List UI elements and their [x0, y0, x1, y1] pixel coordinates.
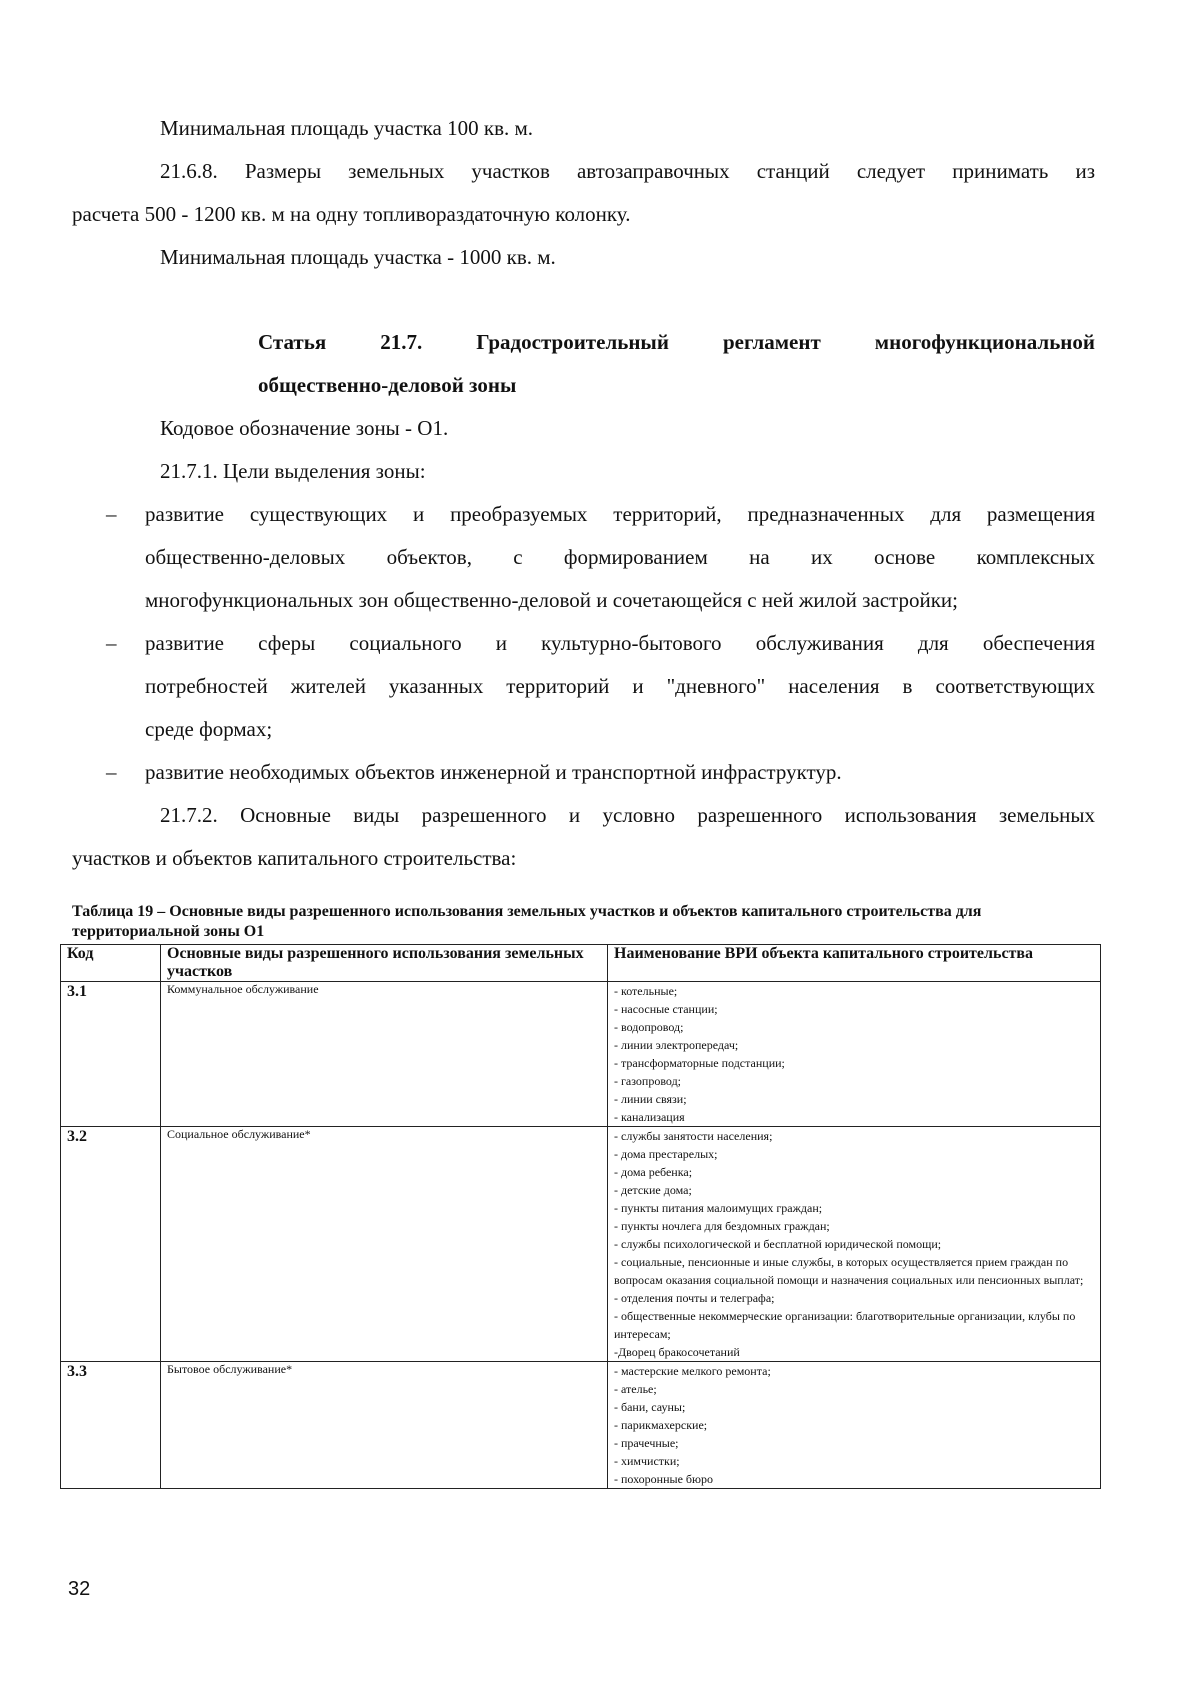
bullet-2-line2: потребностей жителей указанных территорий и "дневного" населения в соответствующих: [145, 674, 1095, 698]
object-item: - детские дома;: [614, 1183, 692, 1197]
row-code: 3.2: [61, 1127, 161, 1362]
bullet-1-line1: развитие существующих и преобразуемых территорий, предназначенных для размещения: [145, 502, 1095, 526]
article-heading-line1: Статья 21.7. Градостроительный регламент многофункциональной: [258, 330, 1095, 354]
bullet-3-line1: развитие необходимых объектов инженерной и транспортной инфраструктур.: [145, 760, 842, 784]
bullet-1-line3: многофункциональных зон общественно-деловой и сочетающейся с ней жилой застройки;: [145, 588, 958, 612]
object-item: - дома ребенка;: [614, 1165, 693, 1179]
paragraph-min-area-100: Минимальная площадь участка 100 кв. м.: [160, 116, 534, 140]
page-number: 32: [68, 1578, 91, 1600]
object-item: - трансформаторные подстанции;: [614, 1056, 785, 1070]
header-kind: Основные виды разрешенного использования земельных участков: [161, 945, 608, 982]
object-item: - похоронные бюро: [614, 1472, 713, 1486]
table-header-row: [61, 945, 1101, 982]
object-item: - пункты питания малоимущих граждан;: [614, 1201, 823, 1215]
object-item: - котельные;: [614, 984, 678, 998]
object-item: - водопровод;: [614, 1020, 684, 1034]
list-dash-2: –: [106, 631, 117, 655]
bullet-2-line3: среде формах;: [145, 717, 273, 741]
row-kind: Бытовое обслуживание*: [161, 1362, 608, 1489]
object-item: - службы занятости населения;: [614, 1129, 773, 1143]
table-row: [61, 1362, 1101, 1489]
object-item: - мастерские мелкого ремонта;: [614, 1364, 771, 1378]
bullet-2-line1: развитие сферы социального и культурно-бытового обслуживания для обеспечения: [145, 631, 1095, 655]
permitted-use-table: [60, 944, 1101, 1489]
object-item: - насосные станции;: [614, 1002, 718, 1016]
paragraph-2172-line1: 21.7.2. Основные виды разрешенного и условно разрешенного использования земельных: [160, 803, 1095, 827]
object-item: - общественные некоммерческие организации: благотворительные организации, клубы по интересам;: [614, 1309, 1076, 1341]
object-item: - канализация: [614, 1110, 685, 1124]
list-dash-3: –: [106, 760, 117, 784]
object-item: - парикмахерские;: [614, 1418, 708, 1432]
article-heading-line2: общественно-деловой зоны: [258, 373, 517, 397]
object-item: - ателье;: [614, 1382, 657, 1396]
object-item: - линии электропередач;: [614, 1038, 739, 1052]
paragraph-zone-code: Кодовое обозначение зоны - О1.: [160, 416, 449, 440]
row-code: 3.1: [61, 982, 161, 1127]
object-item: - газопровод;: [614, 1074, 682, 1088]
row-code: 3.3: [61, 1362, 161, 1489]
row-objects: [608, 1127, 1101, 1362]
table-row: [61, 1127, 1101, 1362]
object-item: - пункты ночлега для бездомных граждан;: [614, 1219, 830, 1233]
row-objects: [608, 1362, 1101, 1489]
object-item: - бани, сауны;: [614, 1400, 686, 1414]
list-dash-1: –: [106, 502, 117, 526]
paragraph-2168-line2: расчета 500 - 1200 кв. м на одну топливораздаточную колонку.: [72, 202, 631, 226]
paragraph-2172-line2: участков и объектов капитального строительства:: [72, 846, 517, 870]
row-kind: Коммунальное обслуживание: [161, 982, 608, 1127]
object-item: - химчистки;: [614, 1454, 680, 1468]
object-item: - дома престарелых;: [614, 1147, 718, 1161]
header-code: Код: [61, 945, 161, 982]
object-item: -Дворец бракосочетаний: [614, 1345, 740, 1359]
paragraph-min-area-1000: Минимальная площадь участка - 1000 кв. м.: [160, 245, 556, 269]
object-item: - прачечные;: [614, 1436, 679, 1450]
object-item: - социальные, пенсионные и иные службы, в которых осуществляется прием граждан по вопросам оказания социальной помощи и назначения социальных или пенсионных выплат;: [614, 1255, 1084, 1287]
paragraph-2171: 21.7.1. Цели выделения зоны:: [160, 459, 426, 483]
object-item: - линии связи;: [614, 1092, 687, 1106]
object-item: - отделения почты и телеграфа;: [614, 1291, 775, 1305]
header-objects: Наименование ВРИ объекта капитального строительства: [608, 945, 1101, 982]
paragraph-2168-line1: 21.6.8. Размеры земельных участков автозаправочных станций следует принимать из: [160, 159, 1095, 183]
table-caption: Таблица 19 – Основные виды разрешенного использования земельных участков и объектов капитального строительства для территориальной зоны О1: [72, 903, 982, 940]
table-row: [61, 982, 1101, 1127]
row-objects: [608, 982, 1101, 1127]
object-item: - службы психологической и бесплатной юридической помощи;: [614, 1237, 942, 1251]
row-kind: Социальное обслуживание*: [161, 1127, 608, 1362]
bullet-1-line2: общественно-деловых объектов, с формированием на их основе комплексных: [145, 545, 1095, 569]
